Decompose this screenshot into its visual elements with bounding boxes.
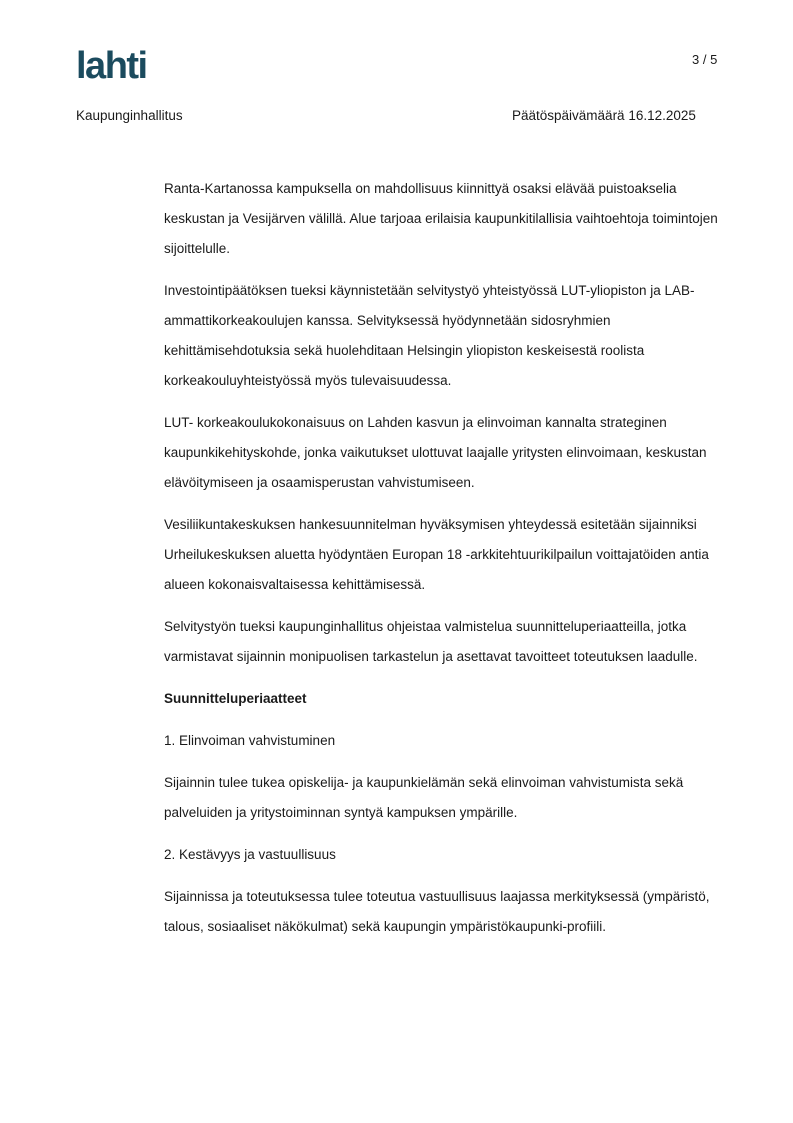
page-number: 3 / 5 (692, 52, 718, 67)
organization-name: Kaupunginhallitus (76, 108, 183, 123)
paragraph: Investointipäätöksen tueksi käynnistetään selvitystyö yhteistyössä LUT-yliopiston ja LAB-ammattikorkeakoulujen kanssa. Selvityksessä hyödynnetään sidosryhmien kehittämisehdotuksia sekä huolehditaan Helsingin yliopiston keskeisestä roolista korkeakouluyhteistyössä myös tulevaisuudessa. (164, 283, 695, 388)
lahti-logo (76, 48, 168, 87)
document-body (164, 174, 724, 954)
paragraph: Selvitystyön tueksi kaupunginhallitus ohjeistaa valmistelua suunnitteluperiaatteilla, jotka varmistavat sijainnin monipuolisen tarkastelun ja asettavat tavoitteet toteutuksen laadulle. (164, 619, 698, 664)
principle-2-title: 2. Kestävyys ja vastuullisuus (164, 847, 336, 862)
section-heading: Suunnitteluperiaatteet (164, 691, 307, 706)
principle-2-text: Sijainnissa ja toteutuksessa tulee toteutua vastuullisuus laajassa merkityksessä (ympäristö, talous, sosiaaliset näkökulmat) sekä kaupungin ympäristökaupunki-profiili. (164, 889, 710, 934)
paragraph: LUT- korkeakoulukokonaisuus on Lahden kasvun ja elinvoiman kannalta strateginen kaupunkikehityskohde, jonka vaikutukset ulottuvat laajalle yritysten elinvoimaan, keskustan elävöitymiseen ja osaamisperustan vahvistumiseen. (164, 415, 707, 490)
paragraph: Vesiliikuntakeskuksen hankesuunnitelman hyväksymisen yhteydessä esitetään sijainniksi Urheilukeskuksen aluetta hyödyntäen Europan 18 -arkkitehtuurikilpailun voittajatöiden antia alueen kokonaisvaltaisessa kehittämisessä. (164, 517, 709, 592)
paragraph: Ranta-Kartanossa kampuksella on mahdollisuus kiinnittyä osaksi elävää puistoakselia keskustan ja Vesijärven välillä. Alue tarjoaa erilaisia kaupunkitilallisia vaihtoehtoja toimintojen sijoittelulle. (164, 181, 718, 256)
logo-wordmark: lahti (76, 48, 147, 82)
principle-1-text: Sijainnin tulee tukea opiskelija- ja kaupunkielämän sekä elinvoiman vahvistumista sekä palveluiden ja yritystoiminnan syntyä kampuksen ympärille. (164, 775, 684, 820)
principle-1-title: 1. Elinvoiman vahvistuminen (164, 733, 336, 748)
decision-date: Päätöspäivämäärä 16.12.2025 (512, 108, 696, 123)
